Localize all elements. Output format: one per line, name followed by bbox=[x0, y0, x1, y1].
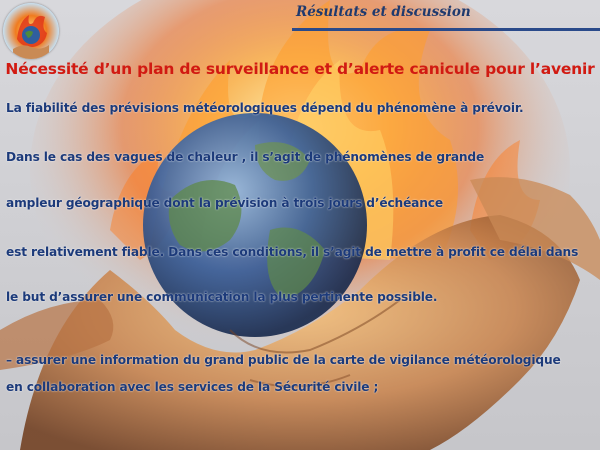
globe-fire-logo-icon bbox=[3, 3, 59, 59]
slide-title: Nécessité d’un plan de surveillance et d’alerte canicule pour l’avenir bbox=[5, 60, 595, 78]
body-line-2: Dans le cas des vagues de chaleur , il s’agit de phénomènes de grande bbox=[6, 150, 485, 164]
body-line-6: – assurer une information du grand public de la carte de vigilance météorologique bbox=[6, 353, 561, 367]
body-line-3: ampleur géographique dont la prévision à trois jours d’échéance bbox=[6, 196, 443, 210]
body-line-7: en collaboration avec les services de la Sécurité civile ; bbox=[6, 380, 379, 394]
body-line-5: le but d’assurer une communication la plus pertinente possible. bbox=[6, 290, 438, 304]
body-line-4: est relativement fiable. Dans ces conditions, il s’agit de mettre à profit ce délai dans bbox=[6, 245, 579, 259]
header-divider bbox=[292, 28, 600, 31]
section-title: Résultats et discussion bbox=[296, 4, 471, 20]
body-line-1: La fiabilité des prévisions météorologiques dépend du phénomène à prévoir. bbox=[6, 101, 524, 115]
